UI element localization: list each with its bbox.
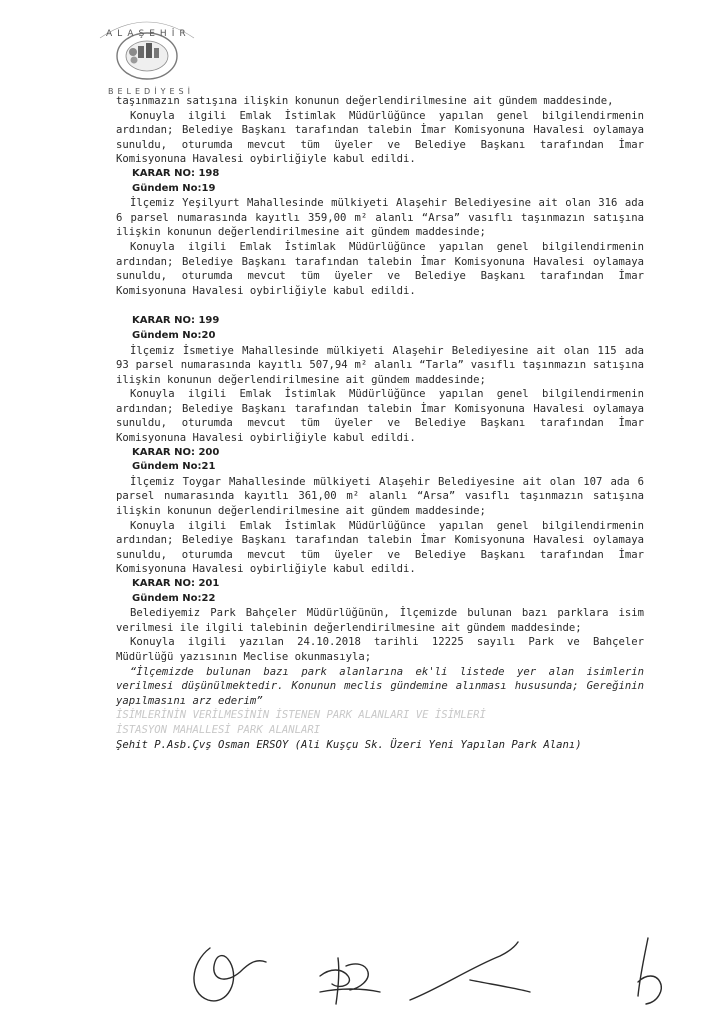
quoted-request: “İlçemizde bulunan bazı park alanlarına ek'li listede yer alan isimlerin verilmesi düşünülmektedir. Konunun meclis gündemine alınması hususunda; Gereğinin yapılmasını arz ederim” <box>116 665 644 707</box>
faded-heading: İSİMLERİNİN VERİLMESİNİN İSTENEN PARK ALANLARI VE İSİMLERİ <box>116 709 486 722</box>
decision-number: KARAR NO: 200 <box>132 446 220 458</box>
decision-number: KARAR NO: 199 <box>132 315 220 327</box>
paragraph: taşınmazın satışına ilişkin konunun değerlendirilmesine ait gündem maddesinde, <box>116 95 614 107</box>
paragraph: Konuyla ilgili yazılan 24.10.2018 tarihli 12225 sayılı Park ve Bahçeler Müdürlüğü yazısının Meclise okunmasıyla; <box>116 636 644 663</box>
paragraph: Konuyla ilgili Emlak İstimlak Müdürlüğünce yapılan genel bilgilendirmenin ardından; Belediye Başkanı tarafından talebin İmar Komisyonuna Havalesi oylamaya sunuldu, oturumda mevcut tüm üyeler ve Belediye Başkanı tarafından İmar Komisyonuna Havalesi oybirliğiyle kabul edildi. <box>116 388 644 445</box>
municipality-logo <box>88 16 206 102</box>
paragraph: Konuyla ilgili Emlak İstimlak Müdürlüğünce yapılan genel bilgilendirmenin ardından; Belediye Başkanı tarafından talebin İmar Komisyonuna Havalesi oylamaya sunuldu, oturumda mevcut tüm üyeler ve Belediye Başkanı tarafından İmar Komisyonuna Havalesi oybirliğiyle kabul edildi. <box>116 240 644 297</box>
decision-number: KARAR NO: 201 <box>132 578 220 589</box>
agenda-number: Gündem No:19 <box>132 182 216 194</box>
paragraph: İlçemiz Yeşilyurt Mahallesinde mülkiyeti Alaşehir Belediyesine ait olan 316 ada 6 parsel numarasında kayıtlı 359,00 m² alanlı “Arsa” vasıflı taşınmazın satışına ilişkin konunun değerlendirilmesine ait gündem maddesinde; <box>116 197 644 239</box>
agenda-number: Gündem No:22 <box>132 592 216 604</box>
paragraph: İlçemiz İsmetiye Mahallesinde mülkiyeti Alaşehir Belediyesine ait olan 115 ada 93 parsel numarasında kayıtlı 507,94 m² alanlı “Tarla” vasıflı taşınmazın satışına ilişkin konunun değerlendirilmesine ait gündem maddesinde; <box>116 344 644 386</box>
document-body <box>116 94 644 752</box>
faded-subheading: İSTASYON MAHALLESİ PARK ALANLARI <box>116 723 321 736</box>
decision-199 <box>116 314 644 445</box>
decision-198 <box>116 167 644 298</box>
paragraph: İlçemiz Toygar Mahallesinde mülkiyeti Alaşehir Belediyesine ait olan 107 ada 6 parsel numarasında kayıtlı 361,00 m² alanlı “Arsa” vasıflı taşınmazın satışına ilişkin konunun değerlendirilmesine ait gündem maddesinde; <box>116 475 644 518</box>
decision-number: KARAR NO: 198 <box>132 167 220 179</box>
signatures <box>170 918 690 1018</box>
agenda-number: Gündem No:21 <box>132 461 216 473</box>
svg-text:ALAŞEHİR: ALAŞEHİR <box>106 29 191 39</box>
paragraph: Belediyemiz Park Bahçeler Müdürlüğünün, İlçemizde bulunan bazı parklara isim verilmesi ile ilgili talebinin değerlendirilmesine ait gündem maddesinde; <box>116 607 644 634</box>
svg-text:BELEDİYESİ: BELEDİYESİ <box>108 87 194 96</box>
agenda-number: Gündem No:20 <box>132 329 216 341</box>
paragraph: Konuyla ilgili Emlak İstimlak Müdürlüğünce yapılan genel bilgilendirmenin ardından; Belediye Başkanı tarafından talebin İmar Komisyonuna Havalesi oylamaya sunuldu, oturumda mevcut tüm üyeler ve Belediye Başkanı tarafından İmar Komisyonuna Havalesi oybirliğiyle kabul edildi. <box>116 519 644 576</box>
paragraph: Konuyla ilgili Emlak İstimlak Müdürlüğünce yapılan genel bilgilendirmenin ardından; Belediye Başkanı tarafından talebin İmar Komisyonuna Havalesi oylamaya sunuldu, oturumda mevcut tüm üyeler ve Belediye Başkanı tarafından İmar Komisyonuna Havalesi oybirliğiyle kabul edildi. <box>116 109 644 166</box>
park-name-item: Şehit P.Asb.Çvş Osman ERSOY (Ali Kuşçu Sk. Üzeri Yeni Yapılan Park Alanı) <box>116 738 582 751</box>
decision-200 <box>116 446 644 577</box>
decision-201 <box>116 577 644 752</box>
